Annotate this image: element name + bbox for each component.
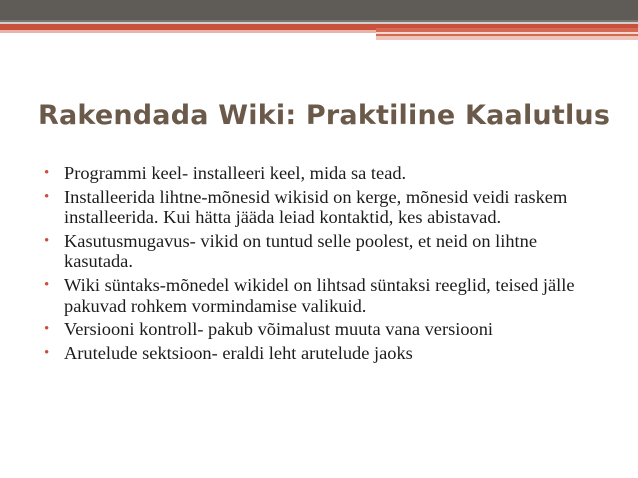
bullet-text: Versiooni kontroll- pakub võimalust muuta vana versiooni: [64, 319, 494, 340]
header-band-right-light: [376, 36, 638, 40]
bullet-dot-icon: •: [44, 165, 50, 181]
bullet-list: [44, 163, 604, 367]
bullet-dot-icon: •: [44, 344, 50, 361]
bullet-dot-icon: •: [44, 321, 50, 338]
header-band-divider: [0, 22, 638, 24]
bullet-item: [44, 163, 604, 184]
bullet-item: [44, 231, 604, 272]
bullet-item: [44, 275, 604, 316]
bullet-text: Kasutusmugavus- vikid on tuntud selle poolest, et neid on lihtne kasutada.: [64, 230, 537, 272]
bullet-dot-icon: •: [44, 277, 50, 294]
bullet-text: Arutelude sektsioon- eraldi leht arutelude jaoks: [64, 342, 413, 363]
header-band-accent: [376, 32, 638, 34]
header-band-gray: [0, 0, 638, 22]
bullet-text: Wiki süntaks-mõnedel wikidel on lihtsad süntaksi reeglid, teised jälle pakuvad rohkem vormindamise valikuid.: [64, 275, 575, 316]
bullet-item: [44, 187, 604, 228]
bullet-dot-icon: •: [44, 188, 50, 205]
bullet-item: [44, 343, 604, 364]
bullet-text: Installeerida lihtne-mõnesid wikisid on kerge, mõnesid veidi raskem installeerida. Kui hätta jääda leiad kontaktid, kes abistavad.: [64, 186, 568, 228]
bullet-item: [44, 319, 604, 340]
bullet-text: Programmi keel- installeeri keel, mida sa tead.: [64, 163, 407, 183]
bullet-dot-icon: •: [44, 232, 50, 249]
slide-title: Rakendada Wiki: Praktiline Kaalutlus: [38, 100, 611, 131]
